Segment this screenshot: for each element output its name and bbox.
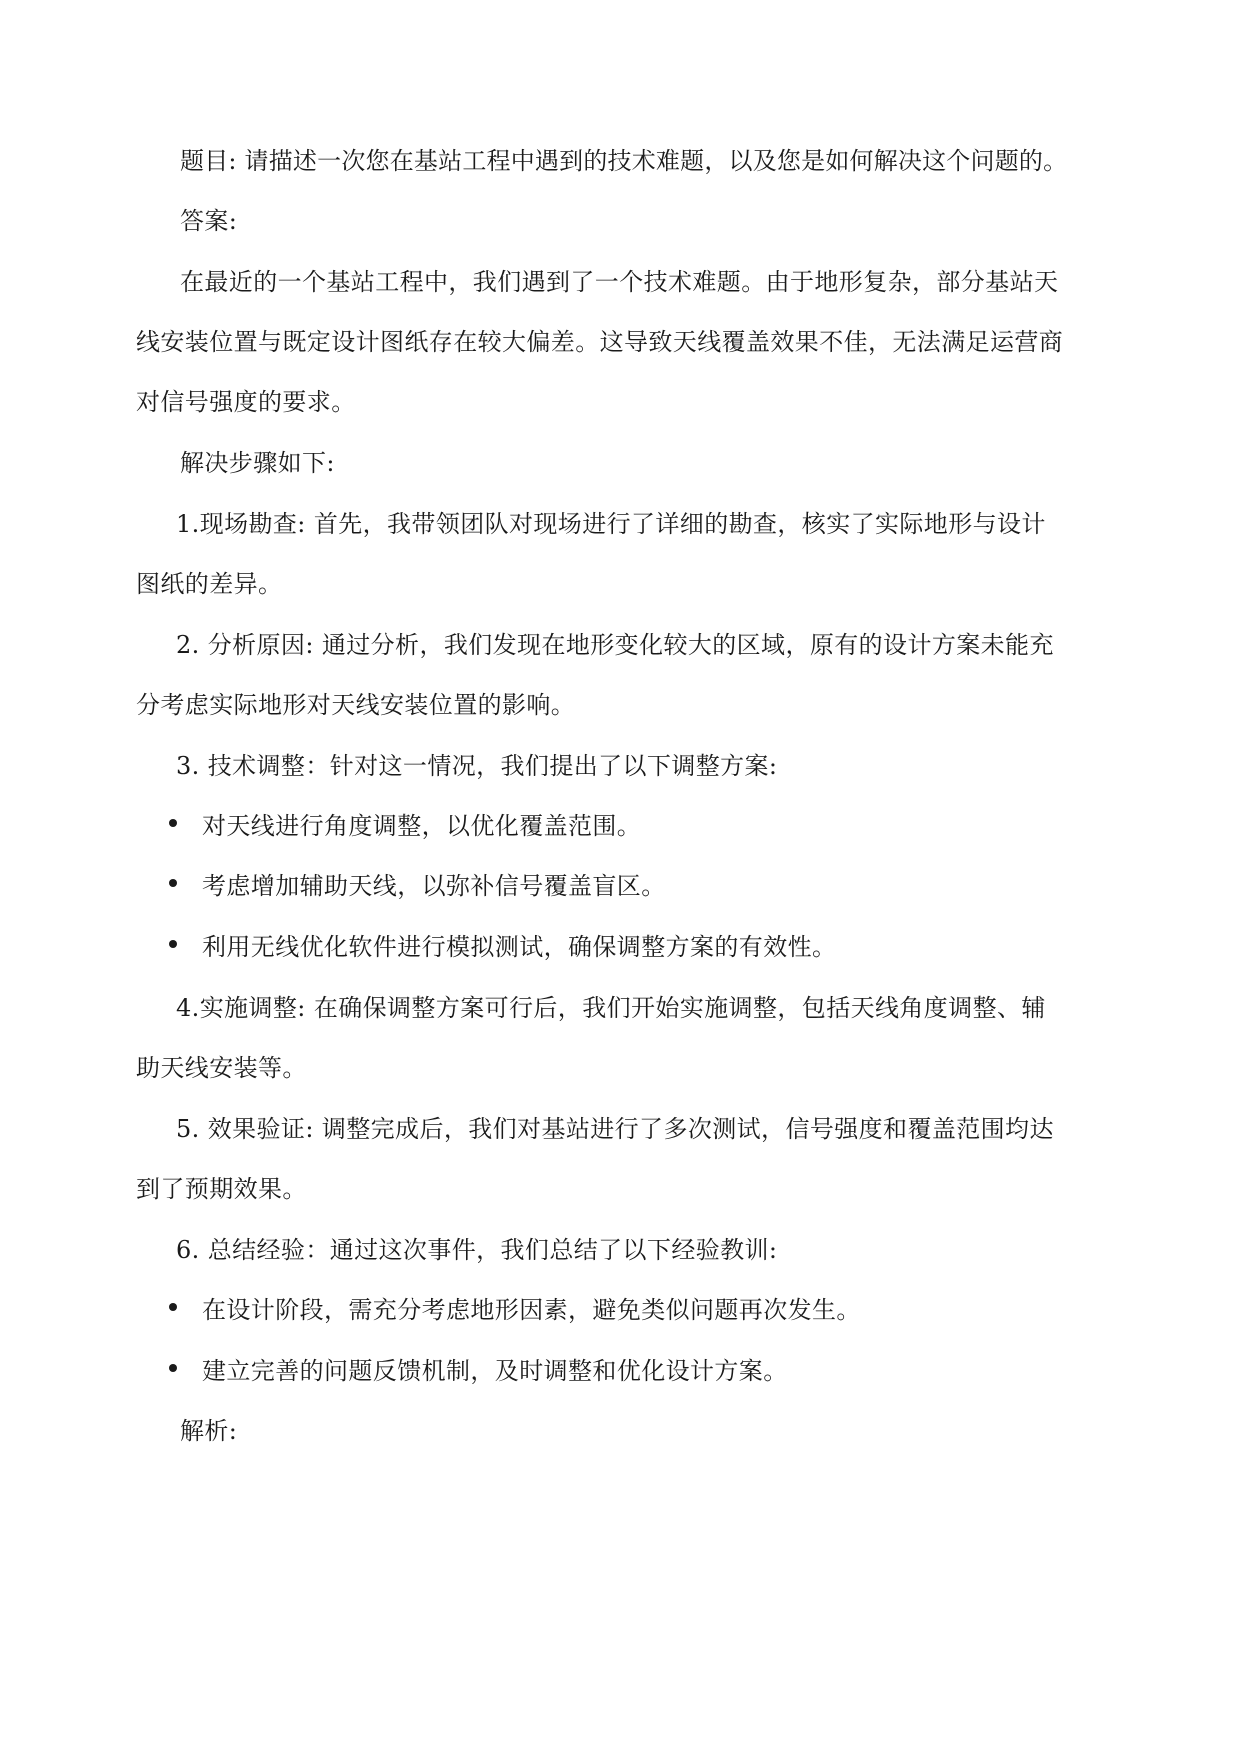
intro-line-1: 在最近的一个基站工程中，我们遇到了一个技术难题。由于地形复杂，部分基站天 [180,268,1059,296]
step3-text: 3. 技术调整：针对这一情况，我们提出了以下调整方案: [176,752,778,780]
step5-line-1: 5. 效果验证: 调整完成后，我们对基站进行了多次测试，信号强度和覆盖范围均达 [176,1115,1054,1143]
bullet-dot [169,940,177,948]
answer-label: 答案: [180,207,238,235]
bullet-dot [169,1303,177,1311]
step4-line-2: 助天线安装等。 [136,1054,307,1082]
step3-bullet-2: 考虑增加辅助天线，以弥补信号覆盖盲区。 [202,872,666,900]
step6-text: 6. 总结经验：通过这次事件，我们总结了以下经验教训: [176,1236,778,1264]
step4-line-1: 4.实施调整: 在确保调整方案可行后，我们开始实施调整，包括天线角度调整、辅 [176,994,1046,1022]
steps-heading: 解决步骤如下: [180,449,335,477]
step6-bullet-1: 在设计阶段，需充分考虑地形因素，避免类似问题再次发生。 [202,1296,861,1324]
question-text: 题目: 请描述一次您在基站工程中遇到的技术难题，以及您是如何解决这个问题的。 [180,147,1068,175]
step3-bullet-1: 对天线进行角度调整，以优化覆盖范围。 [202,812,642,840]
intro-line-2: 线安装位置与既定设计图纸存在较大偏差。这导致天线覆盖效果不佳，无法满足运营商 [136,328,1064,356]
step2-line-1: 2. 分析原因: 通过分析，我们发现在地形变化较大的区域，原有的设计方案未能充 [176,631,1054,659]
bullet-dot [169,1364,177,1372]
step2-line-2: 分考虑实际地形对天线安装位置的影响。 [136,691,576,719]
analysis-label: 解析: [180,1417,238,1445]
step5-line-2: 到了预期效果。 [136,1175,307,1203]
step3-bullet-3: 利用无线优化软件进行模拟测试，确保调整方案的有效性。 [202,933,837,961]
step1-line-2: 图纸的差异。 [136,570,283,598]
step6-bullet-2: 建立完善的问题反馈机制，及时调整和优化设计方案。 [202,1357,788,1385]
step1-line-1: 1.现场勘查: 首先，我带领团队对现场进行了详细的勘查，核实了实际地形与设计 [176,510,1046,538]
bullet-dot [169,819,177,827]
bullet-dot [169,879,177,887]
intro-line-3: 对信号强度的要求。 [136,388,356,416]
